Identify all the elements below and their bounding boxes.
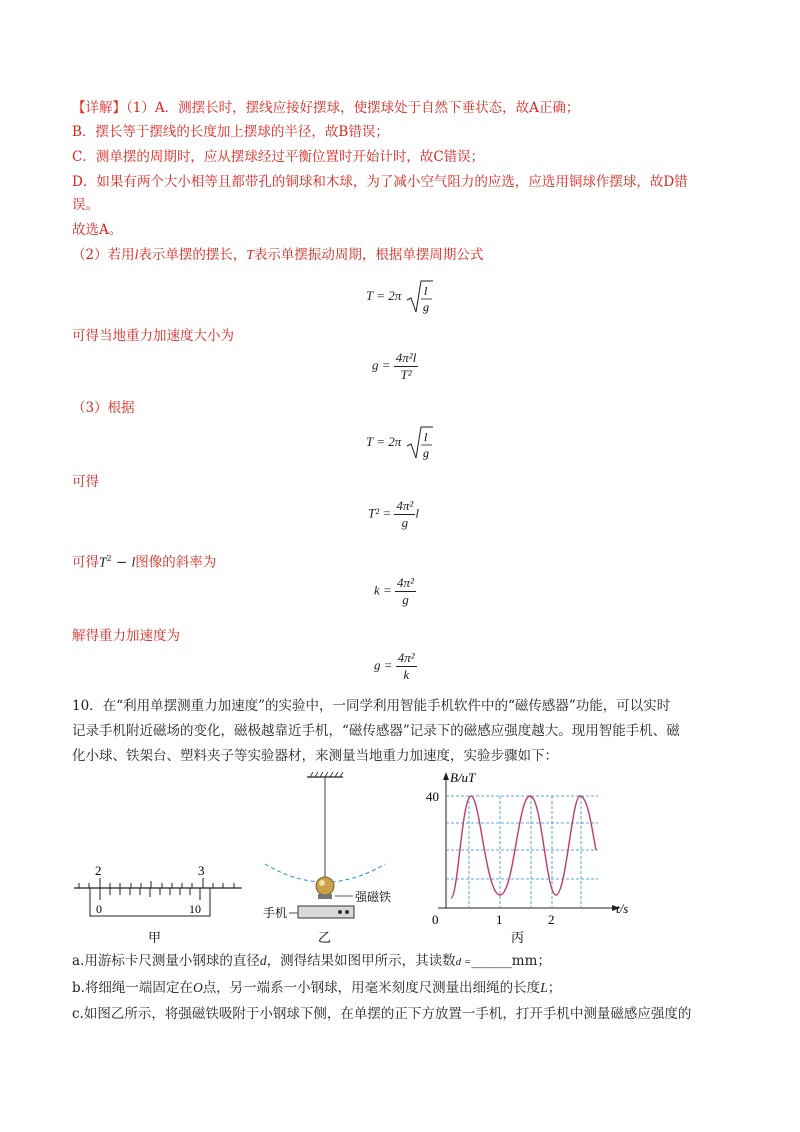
figure-jia-caliper — [70, 858, 245, 948]
graph-x-tick-1: 1 — [496, 912, 503, 927]
solution-line-9: （3）根据 — [72, 400, 135, 416]
caliper-main-label-2: 2 — [95, 863, 102, 878]
question-line-3: 化小球、铁架台、塑料夹子等实验器材，来测量当地重力加速度，实验步骤如下： — [72, 748, 558, 764]
graph-y-label: B/uT — [450, 770, 476, 785]
f2-num: 4π²l — [395, 350, 417, 365]
magnet — [318, 894, 332, 899]
figure-yi-pendulum — [255, 772, 415, 948]
f6-den: k — [403, 667, 410, 682]
f6-num: 4π² — [397, 650, 415, 665]
graph-y-tick-40: 40 — [426, 789, 439, 804]
figure-label-bing: 丙 — [511, 930, 525, 945]
magnetic-field-curve — [451, 796, 596, 898]
f5-den: g — [402, 592, 409, 607]
f1-den: g — [422, 300, 429, 314]
step-b: b.将细绳一端固定在O点，另一端系一小钢球，用毫米刻度尺测量出细绳的长度L； — [72, 980, 562, 996]
formula-t-squared: T² = $\frac{\text{4π²}}{g}$ l — [368, 498, 419, 530]
step-c: c.如图乙所示，将强磁铁吸附于小钢球下侧，在单摆的正下方放置一手机，打开手机中测量磁感应强度的 — [72, 1006, 692, 1022]
solution-line-8: 可得当地重力加速度大小为 — [72, 328, 234, 344]
formula-period-2: T = 2π l g — [366, 424, 433, 462]
formula-g-final: g = $\frac{\text{4π²}}{k}$ — [374, 650, 415, 682]
question-line-2: 记录手机附近磁场的变化，磁极越靠近手机，“磁传感器”记录下的磁感应强度越大。现用智能手机、磁 — [72, 723, 680, 739]
solution-line-7: （2）若用l表示单摆的摆长，T表示单摆振动周期，根据单摆周期公式 — [72, 247, 484, 263]
steel-ball — [316, 877, 334, 895]
solution-line-3: C．测单摆的周期时，应从摆球经过平衡位置时开始计时，故C错误； — [72, 149, 485, 165]
graph-x-tick-2: 2 — [548, 912, 555, 927]
solution-line-6: 故选A。 — [72, 222, 123, 238]
magnet-label: 强磁铁 — [355, 890, 392, 904]
formula-slope: k = $\frac{\text{4π²}}{g}$ — [374, 575, 414, 607]
solution-line-4: D．如果有两个大小相等且都带孔的铜球和木球，为了减小空气阻力的应选，应选用铜球作摆球，故D错 — [72, 174, 688, 190]
f3-den: g — [422, 446, 429, 460]
f1-num: l — [423, 284, 427, 298]
sqrt-sign-icon — [405, 278, 433, 316]
question-line-1: 10．在“利用单摆测重力加速度”的实验中，一同学利用智能手机软件中的“磁传感器”功能，可以实时 — [72, 698, 671, 714]
f5-num: 4π² — [397, 575, 414, 590]
formula-period-1: T = 2π l g — [366, 278, 433, 316]
solution-line-10: 可得 — [72, 474, 99, 490]
f2-den: T² — [400, 367, 412, 382]
figure-label-yi: 乙 — [318, 930, 332, 945]
solution-line-11: 可得$T^2 - l$图像的斜率为 — [72, 554, 217, 571]
solution-line-12: 解得重力加速度为 — [72, 628, 180, 644]
graph-x-label: t/s — [616, 901, 629, 916]
answer-blank[interactable]: ______ — [471, 953, 512, 969]
caliper-main-label-3: 3 — [198, 863, 205, 878]
phone-label: 手机 — [263, 906, 288, 920]
f4-den: g — [401, 515, 409, 530]
solution-line-1: 【详解】（1）A．测摆长时，摆线应接好摆球，使摆球处于自然下垂状态，故A正确； — [72, 100, 580, 116]
figure-bing-graph — [418, 770, 650, 948]
figure-label-jia: 甲 — [148, 930, 162, 945]
graph-x-tick-0: 0 — [432, 912, 439, 927]
caliper-vernier-label-10: 10 — [189, 902, 201, 916]
step-a: a.用游标卡尺测量小钢球的直径d，测得结果如图甲所示，其读数d =______mm； — [72, 953, 551, 969]
caliper-vernier-label-0: 0 — [96, 902, 102, 916]
solution-line-5: 误。 — [72, 197, 99, 213]
solution-line-2: B．摆长等于摆线的长度加上摆球的半径，故B错误； — [72, 124, 389, 140]
sqrt-sign-icon — [405, 424, 433, 462]
f3-num: l — [423, 430, 427, 444]
f4-num: 4π² — [396, 498, 414, 513]
formula-g-1: g = $\frac{\text{4π²l}}{\text{T²}}$ — [372, 350, 417, 382]
